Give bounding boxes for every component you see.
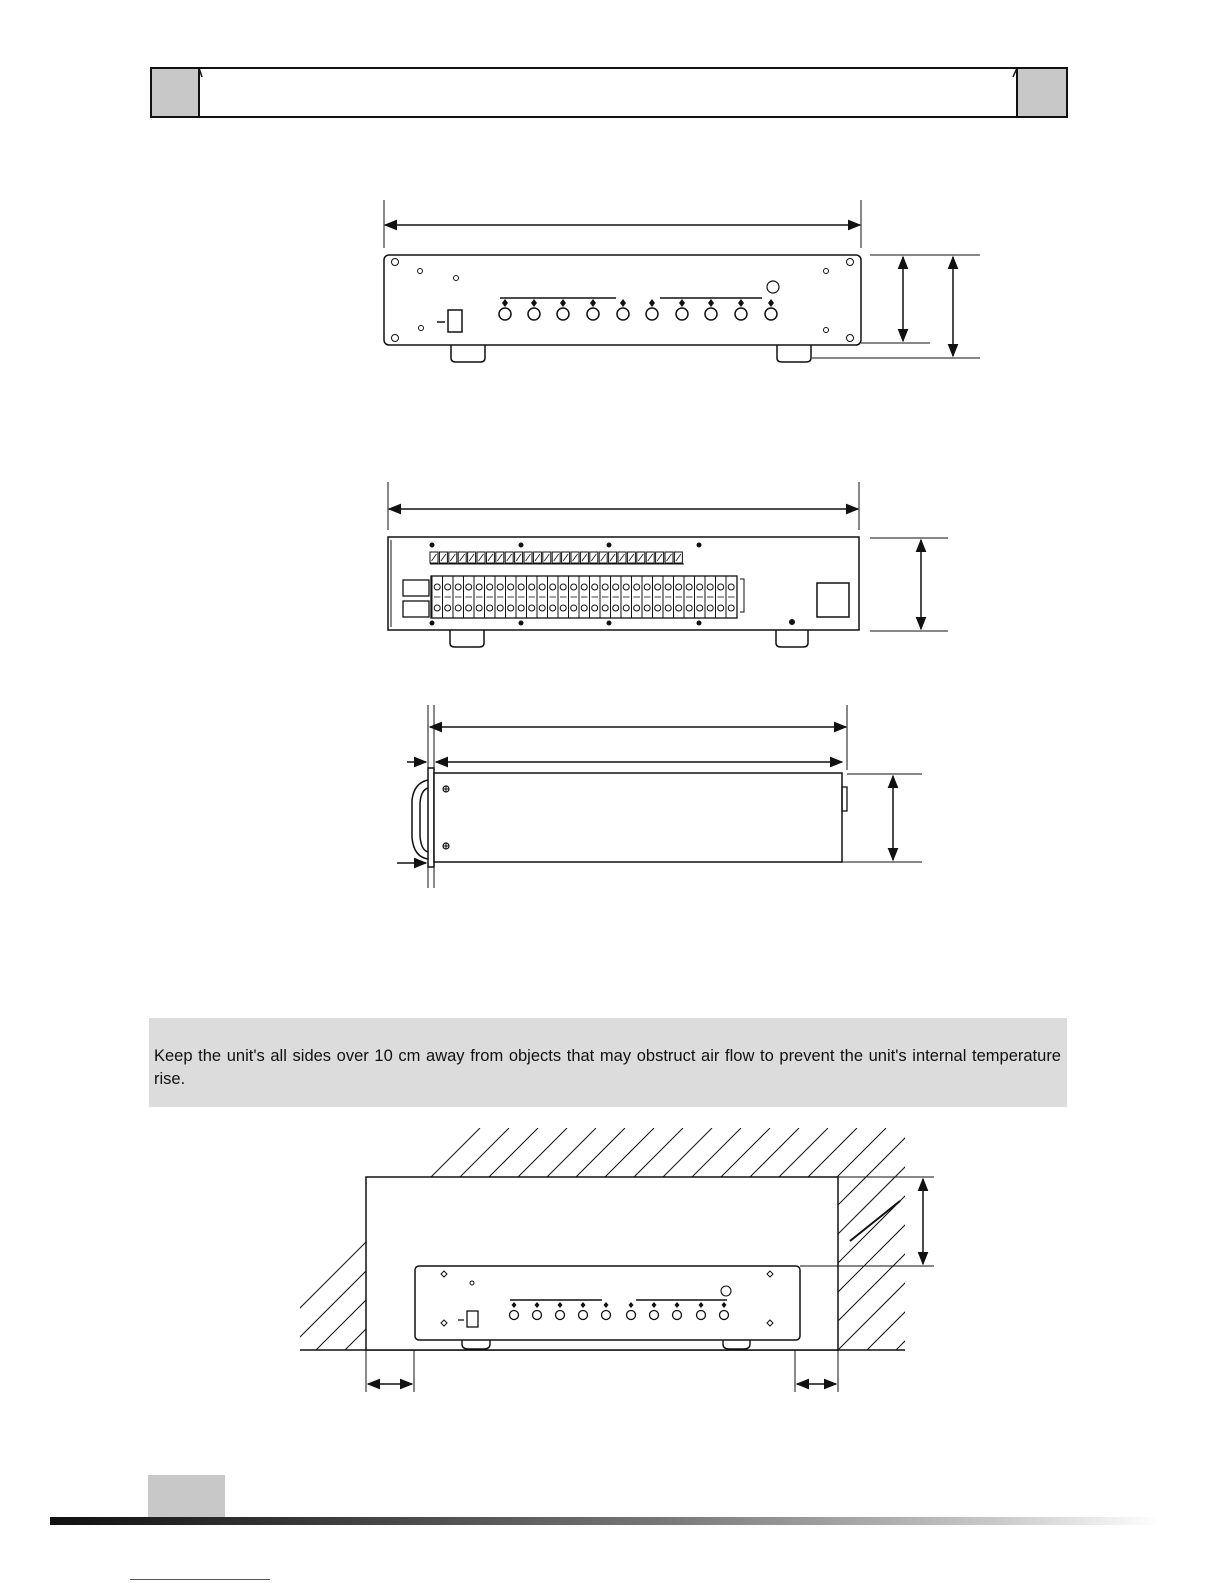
page-number-tab [148,1475,225,1518]
footer-link-underline [130,1579,270,1580]
side-view [397,705,922,888]
rear-top-terminal-strip [430,552,684,564]
ventilation-notice-text: Keep the unit's all sides over 10 cm away from objects that may obstruct air flow to prevent the unit's internal temperature rise. [154,1047,1061,1088]
side-body [434,773,842,862]
footer-gradient-bar [50,1517,1160,1525]
installed-unit [415,1266,800,1340]
rear-view [388,482,948,647]
ventilation-notice [149,1018,1067,1107]
front-view [384,200,980,362]
rear-main-terminal-strip [431,576,737,618]
clearance-diagram [240,1128,1225,1392]
